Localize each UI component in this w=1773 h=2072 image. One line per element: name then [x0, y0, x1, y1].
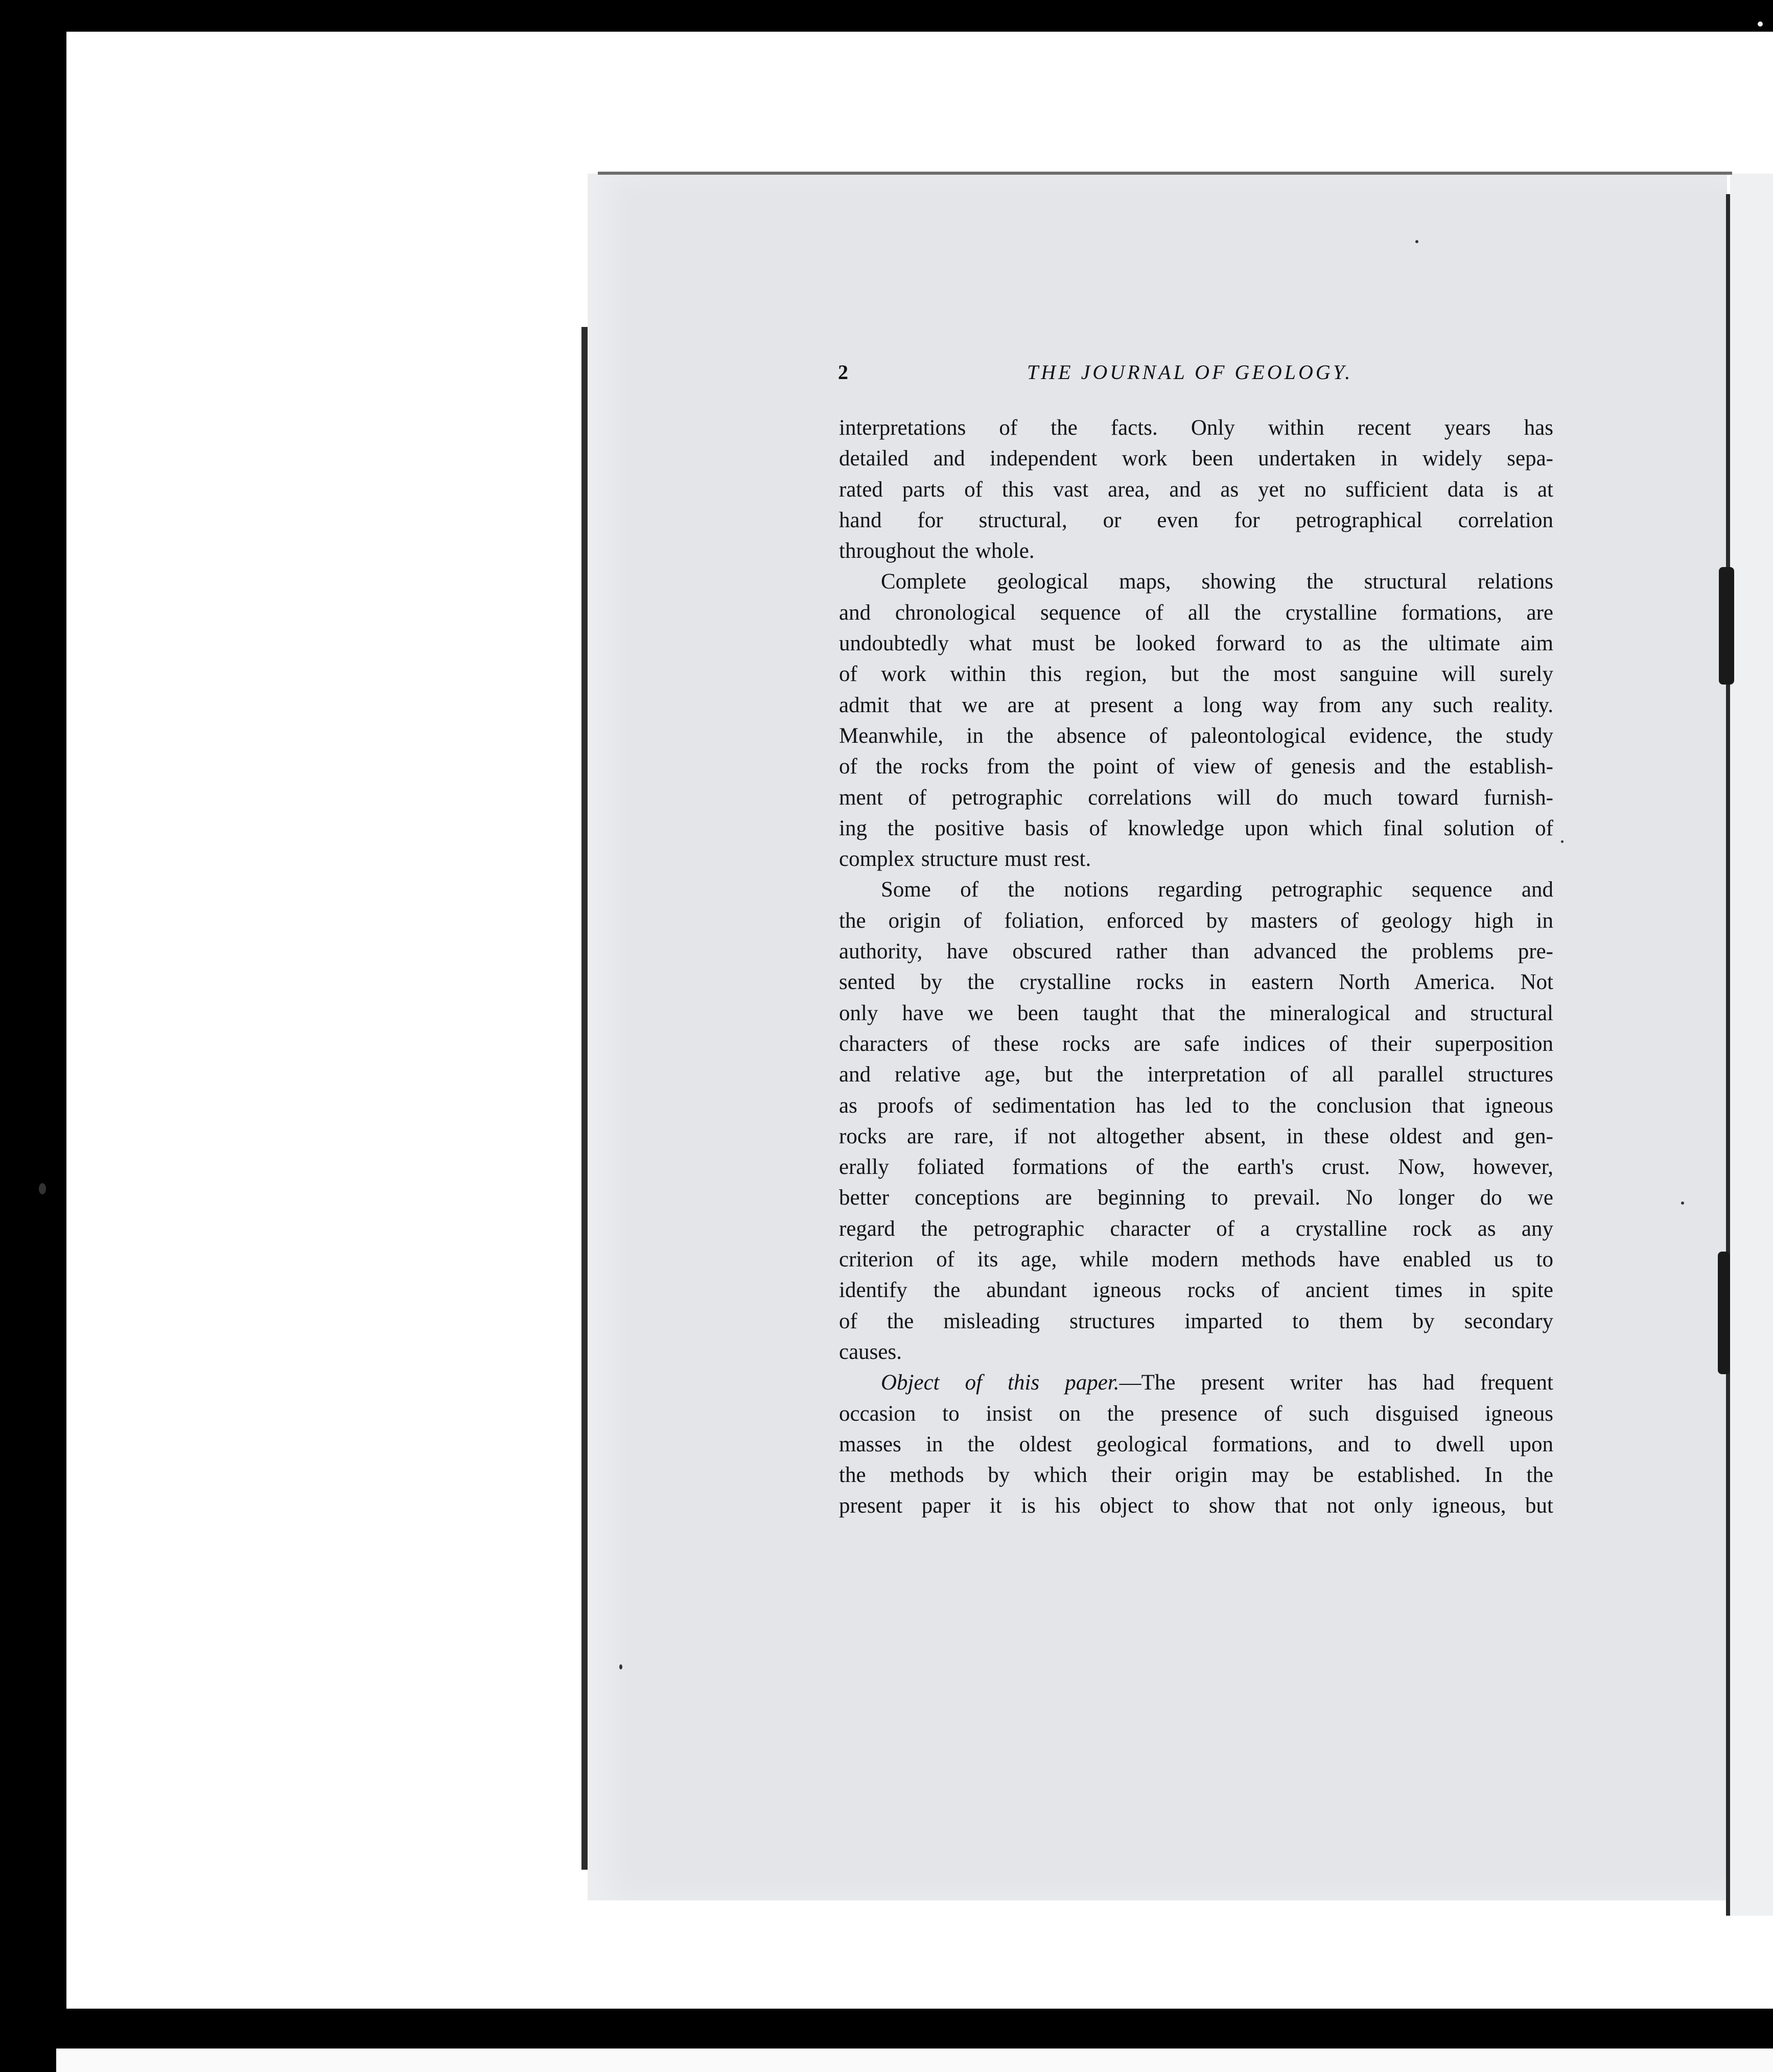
- page-top-edge: [598, 172, 1732, 175]
- text-line: of the misleading structures imparted to them by secondary: [839, 1309, 1553, 1333]
- text-line: detailed and independent work been undertaken in widely sepa-: [839, 446, 1553, 471]
- section-heading: Object of this paper.: [881, 1371, 1119, 1395]
- book-gutter: [1726, 194, 1730, 1916]
- text-line: characters of these rocks are safe indices of their superposition: [839, 1031, 1553, 1056]
- text-line: the origin of foliation, enforced by masters of geology high in: [839, 908, 1553, 933]
- text-line: rated parts of this vast area, and as yet no sufficient data is at: [839, 477, 1553, 502]
- paragraph-2: [839, 567, 1553, 875]
- text-line: of work within this region, but the most sanguine will surely: [839, 662, 1553, 687]
- dust-speck: [39, 1183, 46, 1194]
- text-line: present paper it is his object to show that not only igneous, but: [839, 1494, 1553, 1518]
- dust-speck: [619, 1664, 622, 1669]
- text-line: Complete geological maps, showing the structural relations: [881, 570, 1553, 594]
- text-line: only have we been taught that the mineralogical and structural: [839, 1001, 1553, 1025]
- dust-speck: [1415, 240, 1418, 243]
- text-line: sented by the crystalline rocks in eastern North America. Not: [839, 970, 1553, 995]
- text-line: rocks are rare, if not altogether absent, in these oldest and gen-: [839, 1124, 1553, 1148]
- text-line: complex structure must rest.: [839, 847, 1091, 872]
- binding-staple-lower: [1718, 1252, 1730, 1374]
- text-line: occasion to insist on the presence of such disguised igneous: [839, 1401, 1553, 1426]
- text-line: as proofs of sedimentation has led to the conclusion that igneous: [839, 1093, 1553, 1118]
- paragraph-3: [839, 875, 1553, 1368]
- text-line: ing the positive basis of knowledge upon which final solution of: [839, 816, 1553, 840]
- scan-bottom-strip: [56, 2049, 1773, 2072]
- text-line: causes.: [839, 1339, 902, 1364]
- text-line: ment of petrographic correlations will do much toward furnish-: [839, 785, 1553, 810]
- dust-speck: [1758, 21, 1763, 27]
- paragraph-1: [839, 413, 1553, 567]
- text-line: hand for structural, or even for petrographical correlation: [839, 508, 1553, 532]
- text-line: and relative age, but the interpretation of all parallel structures: [839, 1063, 1553, 1087]
- text-line-with-heading: [839, 1368, 1553, 1398]
- paragraph-4: [839, 1368, 1553, 1521]
- text-line: and chronological sequence of all the crystalline formations, are: [839, 600, 1553, 625]
- text-line: the methods by which their origin may be established. In the: [839, 1463, 1553, 1488]
- text-line: Meanwhile, in the absence of paleontological evidence, the study: [839, 723, 1553, 748]
- text-line: interpretations of the facts. Only within recent years has: [839, 416, 1553, 440]
- page-header: [838, 360, 1553, 396]
- text-line: identify the abundant igneous rocks of ancient times in spite: [839, 1278, 1553, 1303]
- text-line: erally foliated formations of the earth's crust. Now, however,: [839, 1155, 1553, 1180]
- article-body: [839, 413, 1553, 1522]
- text-line: Some of the notions regarding petrographic sequence and: [881, 878, 1553, 902]
- text-line: of the rocks from the point of view of genesis and the establish-: [839, 755, 1553, 779]
- text-line: throughout the whole.: [839, 539, 1035, 563]
- text-line: regard the petrographic character of a crystalline rock as any: [839, 1216, 1553, 1241]
- text-line: admit that we are at present a long way from any such reality.: [839, 693, 1553, 717]
- text-line: masses in the oldest geological formations, and to dwell upon: [839, 1432, 1553, 1456]
- text-line: authority, have obscured rather than advanced the problems pre-: [839, 939, 1553, 964]
- facing-page-edge: [1730, 174, 1773, 1916]
- text-line: criterion of its age, while modern methods have enabled us to: [839, 1247, 1553, 1272]
- binding-staple-upper: [1719, 567, 1734, 685]
- page-number: 2: [838, 361, 848, 384]
- page-left-edge: [581, 327, 588, 1870]
- dust-speck: [1561, 840, 1564, 843]
- text-line: better conceptions are beginning to prevail. No longer do we: [839, 1186, 1553, 1210]
- text-line: undoubtedly what must be looked forward to as the ultimate aim: [839, 631, 1553, 656]
- text-line: —The present writer has had frequent: [1119, 1371, 1554, 1395]
- running-title: THE JOURNAL OF GEOLOGY.: [1027, 361, 1353, 384]
- dust-speck: [1681, 1202, 1684, 1205]
